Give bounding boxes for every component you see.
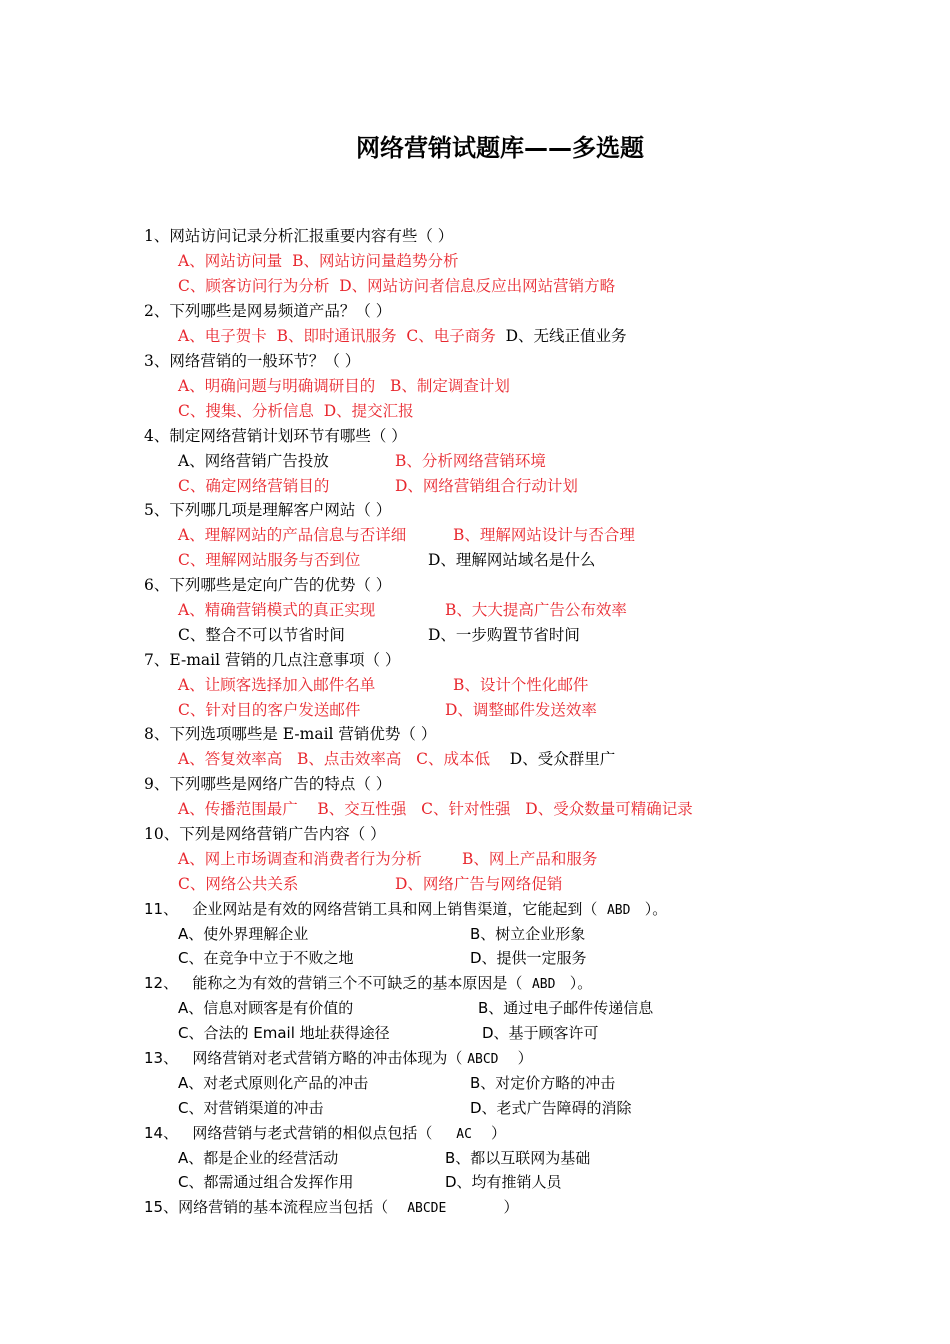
option-b: B、理解网站设计与否合理 xyxy=(453,526,635,544)
question-text: 网络营销的基本流程应当包括（ xyxy=(178,1198,389,1216)
question-number: 1、 xyxy=(144,227,170,245)
question-1-options-row-2 xyxy=(178,276,615,296)
question-number: 4、 xyxy=(144,427,170,445)
question-1 xyxy=(144,226,453,246)
question-number: 12、 xyxy=(144,974,179,992)
option-b: B、都以互联网为基础 xyxy=(445,1149,591,1167)
answer-text: ABD xyxy=(606,903,631,918)
question-number: 7、 xyxy=(144,651,170,669)
option-b: B、即时通讯服务 xyxy=(276,327,397,345)
question-text: E-mail 营销的几点注意事项（ ） xyxy=(169,651,401,669)
option-a: A、答复效率高 xyxy=(178,750,283,768)
option-c: C、理解网站服务与否到位 xyxy=(178,551,361,569)
question-number: 13、 xyxy=(144,1049,179,1067)
option-d: D、无线正值业务 xyxy=(505,327,627,345)
option-a: A、理解网站的产品信息与否详细 xyxy=(178,526,407,544)
question-3-options-row-2 xyxy=(178,401,414,421)
option-d: D、一步购置节省时间 xyxy=(428,626,580,644)
question-text: 下列哪些是网络广告的特点（ ） xyxy=(169,775,392,793)
option-b: B、制定调查计划 xyxy=(389,377,510,395)
option-d: D、网站访问者信息反应出网站营销方略 xyxy=(339,277,616,295)
option-a: A、让顾客选择加入邮件名单 xyxy=(178,676,376,694)
question-14 xyxy=(144,1123,506,1145)
question-6 xyxy=(144,575,391,595)
question-10 xyxy=(144,824,386,844)
question-7 xyxy=(144,650,400,670)
question-number: 14、 xyxy=(144,1124,179,1142)
question-1-options-row-1 xyxy=(178,251,458,271)
question-tail: ） xyxy=(491,1124,507,1142)
question-2-options-row-1 xyxy=(178,326,627,346)
question-13 xyxy=(144,1048,533,1070)
question-number: 3、 xyxy=(144,352,170,370)
question-number: 2、 xyxy=(144,302,170,320)
option-a: A、电子贺卡 xyxy=(178,327,267,345)
question-text: 下列选项哪些是 E-mail 营销优势（ ） xyxy=(169,725,437,743)
page-title: 网络营销试题库——多选题 xyxy=(356,134,644,162)
question-9-options-row-1 xyxy=(178,799,693,819)
option-d: D、受众数量可精确记录 xyxy=(525,800,693,818)
option-b: B、设计个性化邮件 xyxy=(453,676,589,694)
question-tail: ） xyxy=(503,1198,519,1216)
option-c: C、合法的 Email 地址获得途径 xyxy=(178,1024,390,1042)
question-number: 15、 xyxy=(144,1198,179,1216)
question-12 xyxy=(144,973,592,995)
option-d: D、均有推销人员 xyxy=(445,1173,562,1191)
option-a: A、传播范围最广 xyxy=(178,800,298,818)
question-text: 网络营销对老式营销方略的冲击体现为（ xyxy=(192,1049,463,1067)
option-c: C、网络公共关系 xyxy=(178,875,299,893)
question-number: 5、 xyxy=(144,501,170,519)
question-text: 制定网络营销计划环节有哪些（ ） xyxy=(169,427,407,445)
question-text: 能称之为有效的营销三个不可缺乏的基本原因是（ xyxy=(192,974,523,992)
question-5 xyxy=(144,500,391,520)
option-b: B、点击效率高 xyxy=(296,750,402,768)
option-a: A、网上市场调查和消费者行为分析 xyxy=(178,850,422,868)
option-a: A、信息对顾客是有价值的 xyxy=(178,999,354,1017)
option-c: C、顾客访问行为分析 xyxy=(178,277,330,295)
question-8-options-row-1 xyxy=(178,749,615,769)
question-number: 11、 xyxy=(144,900,179,918)
question-number: 8、 xyxy=(144,725,170,743)
option-b: B、交互性强 xyxy=(317,800,407,818)
option-c: C、电子商务 xyxy=(406,327,496,345)
option-b: B、通过电子邮件传递信息 xyxy=(478,999,654,1017)
option-b: B、分析网络营销环境 xyxy=(395,452,546,470)
question-tail: ）。 xyxy=(644,900,668,918)
answer-text: AC xyxy=(456,1127,472,1142)
question-tail: ） xyxy=(517,1049,533,1067)
question-text: 网站访问记录分析汇报重要内容有些（ ） xyxy=(169,227,454,245)
option-c: C、都需通过组合发挥作用 xyxy=(178,1173,354,1191)
answer-text: ABCD xyxy=(467,1052,499,1067)
question-11 xyxy=(144,899,667,921)
option-d: D、理解网站域名是什么 xyxy=(428,551,596,569)
option-c: C、整合不可以节省时间 xyxy=(178,626,345,644)
answer-text: ABD xyxy=(531,977,556,992)
question-15 xyxy=(144,1197,519,1219)
option-b: B、网站访问量趋势分析 xyxy=(292,252,459,270)
option-b: B、网上产品和服务 xyxy=(462,850,598,868)
question-text: 下列是网络营销广告内容（ ） xyxy=(179,825,386,843)
option-c: C、针对目的客户发送邮件 xyxy=(178,701,361,719)
option-a: A、明确问题与明确调研目的 xyxy=(178,377,376,395)
question-text: 网络营销的一般环节？（ ） xyxy=(169,352,361,370)
option-b: B、树立企业形象 xyxy=(470,925,586,943)
option-d: D、网络营销组合行动计划 xyxy=(395,477,578,495)
option-b: B、对定价方略的冲击 xyxy=(470,1074,616,1092)
option-a: A、网络营销广告投放 xyxy=(178,452,329,470)
option-a: A、对老式原则化产品的冲击 xyxy=(178,1074,369,1092)
question-3-options-row-1 xyxy=(178,376,510,396)
question-number: 6、 xyxy=(144,576,170,594)
option-d: D、受众群里广 xyxy=(509,750,616,768)
question-2 xyxy=(144,301,391,321)
option-c: C、对营销渠道的冲击 xyxy=(178,1099,324,1117)
option-c: C、搜集、分析信息 xyxy=(178,402,314,420)
question-text: 下列哪些是定向广告的优势（ ） xyxy=(169,576,392,594)
question-text: 下列哪些是网易频道产品？（ ） xyxy=(169,302,392,320)
option-d: D、基于顾客许可 xyxy=(482,1024,599,1042)
answer-text: ABCDE xyxy=(407,1201,447,1216)
question-text: 企业网站是有效的网络营销工具和网上销售渠道，它能起到（ xyxy=(192,900,598,918)
option-c: C、成本低 xyxy=(416,750,491,768)
question-8 xyxy=(144,724,436,744)
option-d: D、调整邮件发送效率 xyxy=(445,701,597,719)
option-a: A、使外界理解企业 xyxy=(178,925,309,943)
option-b: B、大大提高广告公布效率 xyxy=(445,601,627,619)
question-3 xyxy=(144,351,360,371)
question-text: 网络营销与老式营销的相似点包括（ xyxy=(192,1124,433,1142)
option-d: D、网络广告与网络促销 xyxy=(395,875,563,893)
question-tail: ）。 xyxy=(569,974,593,992)
option-c: C、针对性强 xyxy=(421,800,511,818)
option-d: D、提交汇报 xyxy=(323,402,414,420)
option-c: C、确定网络营销目的 xyxy=(178,477,330,495)
option-a: A、都是企业的经营活动 xyxy=(178,1149,339,1167)
option-c: C、在竞争中立于不败之地 xyxy=(178,949,354,967)
question-number: 10、 xyxy=(144,825,180,843)
option-a: A、精确营销模式的真正实现 xyxy=(178,601,376,619)
option-a: A、网站访问量 xyxy=(178,252,283,270)
question-number: 9、 xyxy=(144,775,170,793)
question-4 xyxy=(144,426,407,446)
option-d: D、提供一定服务 xyxy=(470,949,587,967)
question-9 xyxy=(144,774,391,794)
question-text: 下列哪几项是理解客户网站（ ） xyxy=(169,501,392,519)
option-d: D、老式广告障碍的消除 xyxy=(470,1099,632,1117)
